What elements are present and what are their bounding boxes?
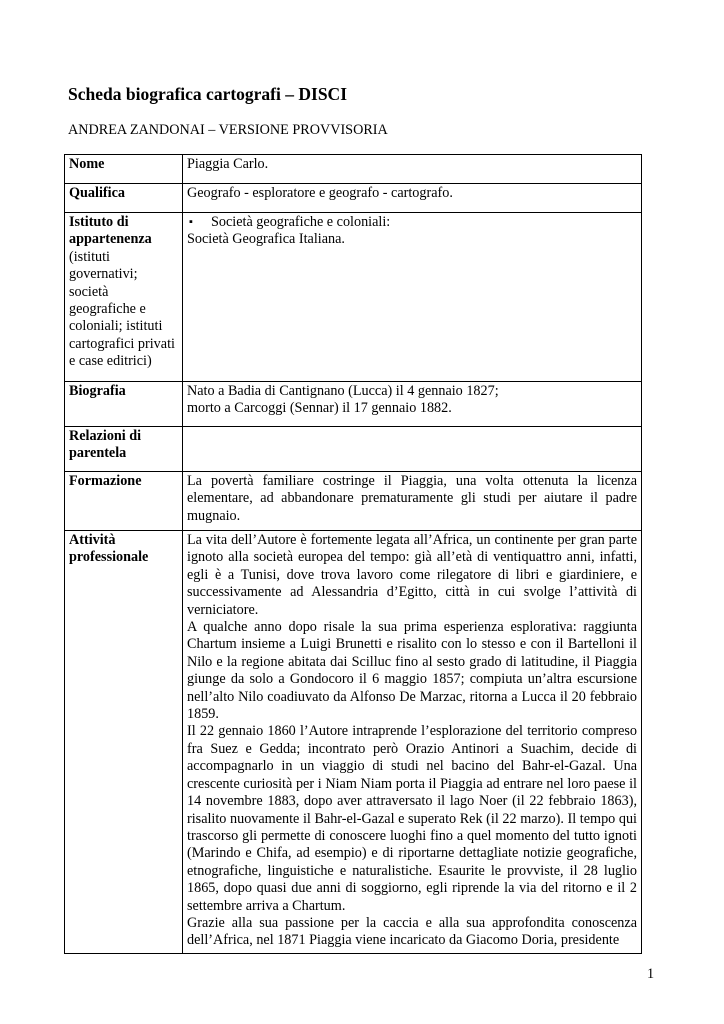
table-row-biografia xyxy=(65,382,642,427)
document-title: Scheda biografica cartografi – DISCI xyxy=(68,84,348,104)
label-nome: Nome xyxy=(65,155,183,184)
label-qualifica: Qualifica xyxy=(65,184,183,213)
biography-table xyxy=(64,154,642,954)
biografia-nascita: Nato a Badia di Cantignano (Lucca) il 4 gennaio 1827; xyxy=(187,383,499,399)
value-relazioni xyxy=(183,427,642,472)
label-istituto-hint: (istituti governativi; società geografiche e coloniali; istituti cartografici privati e case editrici) xyxy=(69,248,175,370)
attivita-paragraph-2: A qualche anno dopo risale la sua prima esperienza esplorativa: raggiunta Chartum insieme a Luigi Brunetti e risalito con lo stesso e con il Bartelloni il Nilo e la regione abitata dai Scilluc fino al sesto grado di latitudine, il Piaggia giunge da solo a Gondocoro il 6 maggio 1857; compiuta un’altra escursione nell’alto Nilo coadiuvato da Alfonso De Marzac, ritorna a Lucca il 20 febbraio 1859. xyxy=(187,619,637,723)
document-subtitle: ANDREA ZANDONAI – VERSIONE PROVVISORIA xyxy=(68,122,388,138)
label-relazioni: Relazioni di parentela xyxy=(65,427,183,472)
value-biografia xyxy=(183,382,642,427)
label-attivita: Attività professionale xyxy=(65,531,183,954)
value-formazione: La povertà familiare costringe il Piaggia, una volta ottenuta la licenza elementare, ad abbandonare prematuramente gli studi per aiutare il padre mugnaio. xyxy=(183,472,642,531)
page-number: 1 xyxy=(647,966,655,982)
biografia-morte: morto a Carcoggi (Sennar) il 17 gennaio 1882. xyxy=(187,400,452,417)
value-istituto xyxy=(183,213,642,382)
attivita-paragraph-4: Grazie alla sua passione per la caccia e alla sua approfondita conoscenza dell’Africa, nel 1871 Piaggia viene incaricato da Giacomo Doria, presidente xyxy=(187,914,637,949)
table-row-formazione xyxy=(65,472,642,531)
table-row-attivita xyxy=(65,531,642,954)
istituto-name: Società Geografica Italiana. xyxy=(187,231,345,248)
bullet-text: Società geografiche e coloniali: xyxy=(211,214,391,230)
value-qualifica: Geografo - esploratore e geografo - cartografo. xyxy=(183,184,642,213)
value-attivita xyxy=(183,531,642,954)
attivita-paragraph-1: La vita dell’Autore è fortemente legata all’Africa, un continente per gran parte ignoto alla società europea del tempo: già all’età di ventiquattro anni, infatti, egli è a Tunisi, dove trova lavoro come rilegatore di libri e giardiniere, e successivamente ad Alessandria d’Egitto, città in cui svolge l’attività di verniciatore. xyxy=(187,532,637,618)
table-row-istituto xyxy=(65,213,642,382)
table-row-relazioni xyxy=(65,427,642,472)
table-row-qualifica xyxy=(65,184,642,213)
value-nome: Piaggia Carlo. xyxy=(183,155,642,184)
table-row-nome xyxy=(65,155,642,184)
square-bullet-icon: ▪ xyxy=(189,216,193,228)
list-item xyxy=(187,214,637,231)
label-biografia: Biografia xyxy=(65,382,183,427)
label-istituto-main: Istituto di appartenenza xyxy=(69,214,152,248)
label-istituto xyxy=(65,213,183,382)
attivita-paragraph-3: Il 22 gennaio 1860 l’Autore intraprende l’esplorazione del territorio compreso fra Suez e Gedda; incontrato però Orazio Antinori a Suachim, decide di accompagnarlo in un viaggio di studi nel bacino del Bahr-el-Gazal. Una crescente curiosità per i Niam Niam porta il Piaggia ad entrare nel loro paese il 14 novembre 1883, dopo aver attraversato il lago Noer (il 22 febbraio 1863), risalito nuovamente il Bahr-el-Gazal e superato Rek (il 22 marzo). Il tempo qui trascorso gli permette di conoscere luoghi fino a quel momento del tutto ignoti (Marindo e Chifa, ad esempio) e di riportarne dettagliate notizie geografiche, etnografiche, linguistiche e naturalistiche. Esaurite le provviste, il 28 luglio 1865, dopo quasi due anni di soggiorno, egli riprende la via del ritorno e il 2 settembre arriva a Chartum. xyxy=(187,723,637,914)
label-formazione: Formazione xyxy=(65,472,183,531)
